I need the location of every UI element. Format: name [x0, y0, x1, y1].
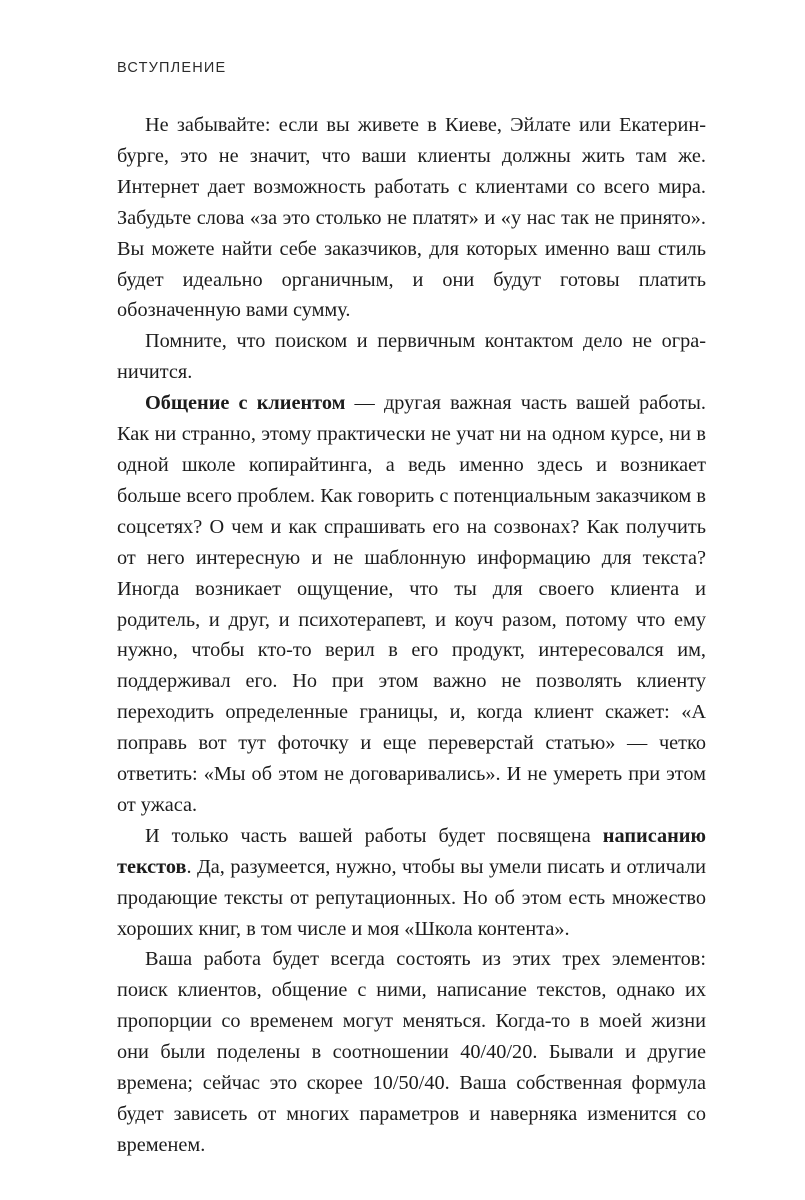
body-text — [117, 110, 706, 1161]
paragraph-text: Ваша работа будет всегда состоять из этих трех элементов: поиск клиентов, общение с ними, написание текстов, однако их пропорции со временем могут меняться. Когда-то в моей жизни они были поделены в соотношении 40/40/20. Бывали и другие времена; сейчас это скорее 10/50/40. Ваша собственная формула будет зависеть от многих параметров и наверняка изменится со временем. — [117, 948, 706, 1156]
bold-term: Общение с клиентом — [145, 392, 346, 415]
paragraph-text: . Да, разумеется, нужно, чтобы вы умели писать и отличали продающие тексты от репутационных. Но об этом есть множество хороших книг, в том числе и моя «Школа контента». — [117, 855, 706, 940]
paragraph-text: — другая важная часть вашей работы. Как ни странно, этому практически не учат ни на одном курсе, ни в одной школе копирайтинга, а ведь именно здесь и возникает больше всего проблем. Как говорить с потенциальным заказчиком в соцсетях? О чем и как спрашивать его на созвонах? Как получить от него интересную и не шаблонную информацию для текста? Иногда возникает ощущение, что ты для своего клиента и родитель, и друг, и психотерапевт, и коуч разом, потому что ему нужно, чтобы кто-то верил в его продукт, интересовался им, поддерживал его. Но при этом важно не позволять клиенту переходить определенные границы, и, когда клиент скажет: «А поправь вот тут фоточку и еще переверстай статью» — четко ответить: «Мы об этом не договаривались». И не умереть при этом от ужаса. — [117, 392, 707, 816]
paragraph-text: Помните, что поиском и первичным контактом дело не ограничится. — [117, 330, 706, 384]
paragraph-1 — [117, 110, 706, 326]
paragraph-3 — [117, 388, 706, 821]
running-head: ВСТУПЛЕНИЕ — [117, 60, 227, 76]
paragraph-4 — [117, 821, 706, 945]
paragraph-text: И только часть вашей работы будет посвящена — [145, 824, 603, 847]
bold-term: написанию текстов — [117, 824, 706, 878]
paragraph-text: Не забывайте: если вы живете в Киеве, Эйлате или Екатеринбурге, это не значит, что ваши клиенты должны жить там же. Интернет дает возможность работать с клиентами со всего мира. Забудьте слова «за это столько не платят» и «у нас так не принято». Вы можете найти себе заказчиков, для которых именно ваш стиль будет идеально органичным, и они будут готовы платить обозначенную вами сумму. — [117, 114, 706, 322]
paragraph-2 — [117, 326, 706, 388]
paragraph-5 — [117, 944, 706, 1160]
